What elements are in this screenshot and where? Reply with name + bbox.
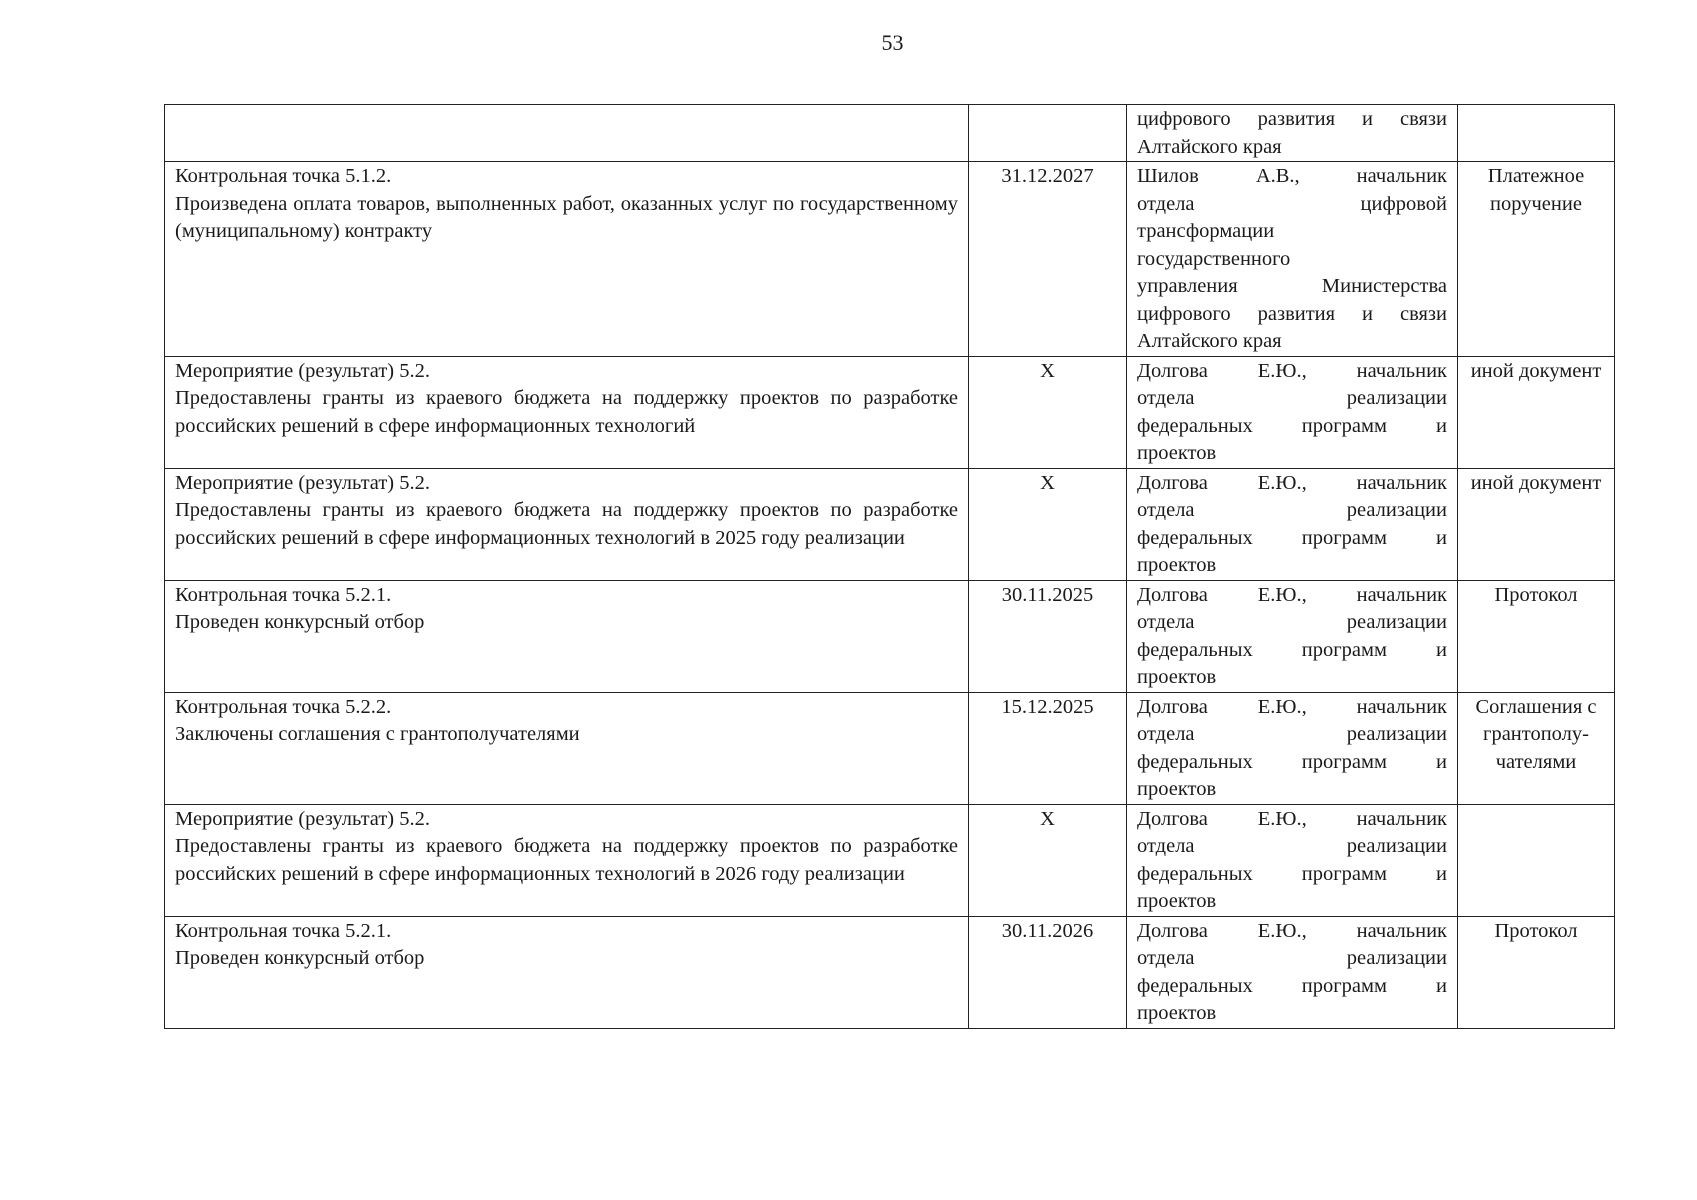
responsible-line: отдела реализации: [1137, 723, 1447, 745]
responsible-line: проектов: [1137, 554, 1217, 576]
responsible-line: проектов: [1137, 778, 1217, 800]
event-cell: [165, 468, 969, 580]
document-type: Протокол: [1494, 583, 1578, 606]
responsible-line: федеральных программ и: [1137, 862, 1447, 885]
event-cell: [165, 692, 969, 804]
event-title: Контрольная точка 5.2.1.: [175, 919, 392, 942]
deadline-cell: [969, 105, 1127, 162]
document-cell: [1458, 356, 1615, 468]
event-cell: [165, 105, 969, 162]
responsible-line: государственного: [1137, 247, 1291, 270]
responsible-line: Долгова Е.Ю., начальник: [1137, 919, 1447, 942]
responsible-line: проектов: [1137, 666, 1217, 688]
event-cell: [165, 580, 969, 692]
document-type: Протокол: [1494, 919, 1578, 942]
responsible-line: Долгова Е.Ю., начальник: [1137, 359, 1447, 382]
responsible-line: отдела реализации: [1137, 947, 1447, 969]
responsible-line: федеральных программ и: [1137, 638, 1447, 661]
responsible-line: отдела реализации: [1137, 611, 1447, 633]
document-cell: [1458, 105, 1615, 162]
event-description: Проведен конкурсный отбор: [175, 947, 425, 969]
responsible-cell: [1127, 580, 1458, 692]
event-cell: [165, 916, 969, 1028]
table-row: [165, 468, 1615, 580]
responsible-line: управления Министерства: [1137, 275, 1447, 297]
event-cell: [165, 804, 969, 916]
deadline-date: 30.11.2025: [1001, 583, 1094, 606]
responsible-line: федеральных программ и: [1137, 414, 1447, 437]
event-title: Контрольная точка 5.1.2.: [175, 165, 392, 187]
responsible-cell: [1127, 162, 1458, 357]
document-type: иной документ: [1470, 359, 1602, 382]
deadline-date: Х: [1040, 359, 1055, 382]
event-description: Предоставлены гранты из краевого бюджета на поддержку проектов по разработке российских решений в сфере информационных технологий: [175, 387, 958, 437]
deadline-cell: [969, 916, 1127, 1028]
responsible-line: федеральных программ и: [1137, 526, 1447, 549]
event-description: Проведен конкурсный отбор: [175, 611, 425, 633]
event-description: Предоставлены гранты из краевого бюджета на поддержку проектов по разработке российских решений в сфере информационных технологий в 2026 году реализации: [175, 835, 958, 885]
responsible-line: Долгова Е.Ю., начальник: [1137, 695, 1447, 718]
responsible-line: проектов: [1137, 1002, 1217, 1024]
deadline-date: 31.12.2027: [1001, 165, 1094, 187]
document-cell: [1458, 580, 1615, 692]
responsible-cell: [1127, 804, 1458, 916]
table-row: [165, 162, 1615, 357]
document-type: Платежное поручение: [1487, 165, 1585, 215]
deadline-date: Х: [1040, 471, 1055, 494]
responsible-line: Алтайского края: [1137, 330, 1282, 352]
deadline-cell: [969, 468, 1127, 580]
responsible-line: проектов: [1137, 890, 1217, 912]
page-number: 53: [881, 30, 904, 55]
event-cell: [165, 162, 969, 357]
document-cell: [1458, 692, 1615, 804]
responsible-line: федеральных программ и: [1137, 750, 1447, 773]
event-title: Контрольная точка 5.2.2.: [175, 695, 392, 718]
document-cell: [1458, 468, 1615, 580]
deadline-cell: [969, 580, 1127, 692]
responsible-line: Алтайского края: [1137, 135, 1282, 158]
document-cell: [1458, 162, 1615, 357]
table-row: [165, 692, 1615, 804]
responsible-line: отдела реализации: [1137, 387, 1447, 409]
responsible-cell: [1127, 105, 1458, 162]
plan-table-body: [165, 105, 1615, 1029]
responsible-cell: [1127, 692, 1458, 804]
event-description: Заключены соглашения с грантополучателями: [175, 723, 580, 745]
document-type: Соглашения с грантополу-чателями: [1475, 695, 1597, 773]
responsible-line: Долгова Е.Ю., начальник: [1137, 807, 1447, 830]
plan-table: [164, 104, 1615, 1029]
event-cell: [165, 356, 969, 468]
deadline-cell: [969, 804, 1127, 916]
deadline-cell: [969, 692, 1127, 804]
responsible-line: отдела цифровой: [1137, 192, 1447, 215]
deadline-cell: [969, 356, 1127, 468]
deadline-date: 15.12.2025: [1001, 695, 1094, 718]
responsible-line: проектов: [1137, 442, 1217, 464]
responsible-line: Шилов А.В., начальник: [1137, 165, 1447, 187]
event-title: Мероприятие (результат) 5.2.: [175, 807, 431, 830]
event-description: Предоставлены гранты из краевого бюджета на поддержку проектов по разработке российских решений в сфере информационных технологий в 2025 году реализации: [175, 499, 958, 549]
responsible-line: Долгова Е.Ю., начальник: [1137, 583, 1447, 606]
event-title: Мероприятие (результат) 5.2.: [175, 471, 431, 494]
responsible-cell: [1127, 468, 1458, 580]
responsible-line: федеральных программ и: [1137, 974, 1447, 997]
responsible-line: трансформации: [1137, 220, 1275, 242]
deadline-date: 30.11.2026: [1001, 919, 1094, 942]
deadline-date: Х: [1040, 807, 1055, 830]
deadline-cell: [969, 162, 1127, 357]
event-title: Мероприятие (результат) 5.2.: [175, 359, 431, 382]
table-row: [165, 916, 1615, 1028]
document-cell: [1458, 804, 1615, 916]
responsible-line: отдела реализации: [1137, 499, 1447, 521]
responsible-line: цифрового развития и связи: [1137, 108, 1447, 130]
table-row: [165, 580, 1615, 692]
table-row: [165, 105, 1615, 162]
responsible-line: Долгова Е.Ю., начальник: [1137, 471, 1447, 494]
responsible-cell: [1127, 356, 1458, 468]
event-title: Контрольная точка 5.2.1.: [175, 583, 392, 606]
table-row: [165, 804, 1615, 916]
event-description: Произведена оплата товаров, выполненных работ, оказанных услуг по государственному (муниципальному) контракту: [175, 192, 958, 242]
document-cell: [1458, 916, 1615, 1028]
table-row: [165, 356, 1615, 468]
responsible-line: отдела реализации: [1137, 835, 1447, 857]
document-type: иной документ: [1470, 471, 1602, 494]
responsible-cell: [1127, 916, 1458, 1028]
responsible-line: цифрового развития и связи: [1137, 302, 1447, 325]
